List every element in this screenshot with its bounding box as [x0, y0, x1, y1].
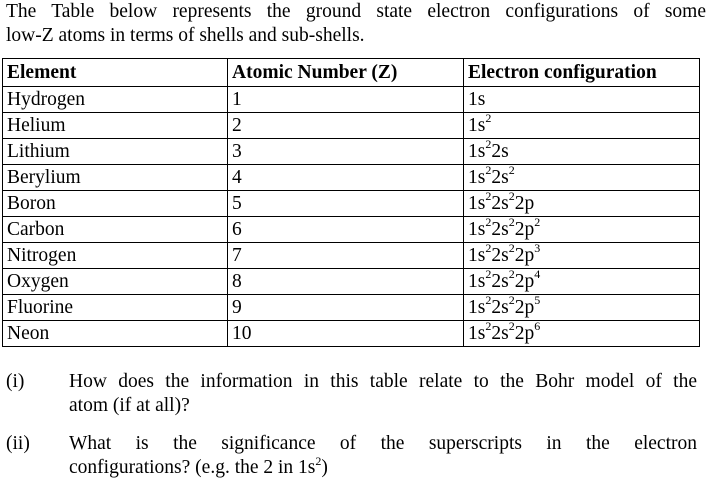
electron-configuration-cell: [464, 139, 700, 165]
electron-count-superscript: 4: [534, 267, 541, 281]
subshell-label: 2s: [491, 271, 509, 292]
table-row: [3, 243, 700, 269]
electron-count-superscript: 2: [508, 241, 515, 255]
table-row: [3, 269, 700, 295]
element-cell: Lithium: [3, 139, 228, 165]
question-1-line-2: atom (if at all)?: [69, 395, 190, 416]
table-body: [3, 87, 700, 347]
subshell-label: 2p: [514, 297, 535, 318]
electron-count-superscript: 2: [485, 137, 492, 151]
subshell-label: 1s: [468, 297, 486, 318]
electron-count-superscript: 3: [534, 241, 541, 255]
question-2: [6, 432, 706, 482]
electron-count-superscript: 2: [508, 189, 515, 203]
intro-line-1: The Table below represents the ground state electron configurations of some: [6, 1, 706, 22]
electron-count-superscript: 2: [485, 241, 492, 255]
atomic-number-cell: 7: [228, 243, 464, 269]
element-cell: Carbon: [3, 217, 228, 243]
question-2-text: [69, 432, 697, 480]
subshell-label: 2s: [491, 167, 509, 188]
atomic-number-cell: 2: [228, 113, 464, 139]
subshell-label: 2s: [491, 245, 509, 266]
electron-configuration-cell: [464, 191, 700, 217]
question-1-line-1: How does the information in this table relate to the Bohr model of the: [69, 371, 697, 392]
electron-count-superscript: 2: [485, 163, 492, 177]
electron-count-superscript: 6: [534, 319, 541, 333]
subshell-label: 1s: [468, 323, 486, 344]
atomic-number-cell: 1: [228, 87, 464, 113]
question-1-number: (i): [6, 371, 25, 392]
electron-count-superscript: 2: [485, 189, 492, 203]
subshell-label: 2p: [514, 193, 535, 214]
electron-count-superscript: 2: [485, 215, 492, 229]
subshell-label: 1s: [468, 141, 486, 162]
table-header-row: [3, 59, 700, 87]
electron-configuration-cell: [464, 243, 700, 269]
question-1-text: [69, 370, 697, 418]
atomic-number-cell: 6: [228, 217, 464, 243]
atomic-number-cell: 4: [228, 165, 464, 191]
question-2-line-2-suffix: ): [321, 457, 328, 478]
electron-count-superscript: 2: [534, 215, 541, 229]
table-row: [3, 113, 700, 139]
electron-configuration-cell: [464, 87, 700, 113]
element-cell: Nitrogen: [3, 243, 228, 269]
subshell-label: 1s: [468, 167, 486, 188]
electron-count-superscript: 2: [485, 319, 492, 333]
electron-count-superscript: 5: [534, 293, 541, 307]
electron-configuration-cell: [464, 321, 700, 347]
subshell-label: 2s: [491, 323, 509, 344]
electron-configuration-table: [2, 58, 700, 347]
electron-count-superscript: 2: [508, 319, 515, 333]
subshell-label: 1s: [468, 193, 486, 214]
intro-paragraph: [6, 0, 706, 48]
subshell-label: 1s: [468, 271, 486, 292]
subshell-label: 2p: [514, 219, 535, 240]
atomic-number-cell: 10: [228, 321, 464, 347]
electron-count-superscript: 2: [508, 267, 515, 281]
atomic-number-cell: 8: [228, 269, 464, 295]
header-electron-configuration: Electron configuration: [464, 59, 700, 87]
header-element: Element: [3, 59, 228, 87]
electron-count-superscript: 2: [485, 111, 492, 125]
electron-count-superscript: 2: [508, 215, 515, 229]
subshell-label: 1s: [468, 219, 486, 240]
electron-configuration-cell: [464, 295, 700, 321]
atomic-number-cell: 3: [228, 139, 464, 165]
subshell-label: 2s: [491, 297, 509, 318]
subshell-label: 1s: [468, 115, 486, 136]
subshell-label: 1s: [468, 245, 486, 266]
subshell-label: 2s: [491, 141, 509, 162]
question-2-line-1: What is the significance of the superscripts in the electron: [69, 433, 697, 454]
question-2-number: (ii): [6, 433, 30, 454]
electron-configuration-cell: [464, 113, 700, 139]
table-row: [3, 139, 700, 165]
question-2-superscript: 2: [315, 454, 322, 468]
electron-count-superscript: 2: [508, 163, 515, 177]
subshell-label: 2s: [491, 193, 509, 214]
question-2-line-2: [69, 456, 697, 480]
element-cell: Berylium: [3, 165, 228, 191]
table-row: [3, 217, 700, 243]
electron-configuration-cell: [464, 165, 700, 191]
question-2-line-2-prefix: configurations? (e.g. the 2 in 1s: [69, 457, 316, 478]
element-cell: Hydrogen: [3, 87, 228, 113]
table-row: [3, 295, 700, 321]
subshell-label: 1s: [468, 89, 486, 110]
table-row: [3, 165, 700, 191]
electron-configuration-cell: [464, 217, 700, 243]
table-row: [3, 191, 700, 217]
table-row: [3, 321, 700, 347]
subshell-label: 2p: [514, 323, 535, 344]
element-cell: Neon: [3, 321, 228, 347]
electron-count-superscript: 2: [485, 267, 492, 281]
element-cell: Helium: [3, 113, 228, 139]
element-cell: Boron: [3, 191, 228, 217]
atomic-number-cell: 5: [228, 191, 464, 217]
electron-count-superscript: 2: [485, 293, 492, 307]
element-cell: Oxygen: [3, 269, 228, 295]
element-cell: Fluorine: [3, 295, 228, 321]
header-atomic-number: Atomic Number (Z): [228, 59, 464, 87]
subshell-label: 2p: [514, 245, 535, 266]
subshell-label: 2s: [491, 219, 509, 240]
electron-count-superscript: 2: [508, 293, 515, 307]
atomic-number-cell: 9: [228, 295, 464, 321]
question-1: [6, 370, 706, 420]
electron-configuration-cell: [464, 269, 700, 295]
table-row: [3, 87, 700, 113]
intro-line-2: low-Z atoms in terms of shells and sub-shells.: [6, 25, 365, 46]
subshell-label: 2p: [514, 271, 535, 292]
